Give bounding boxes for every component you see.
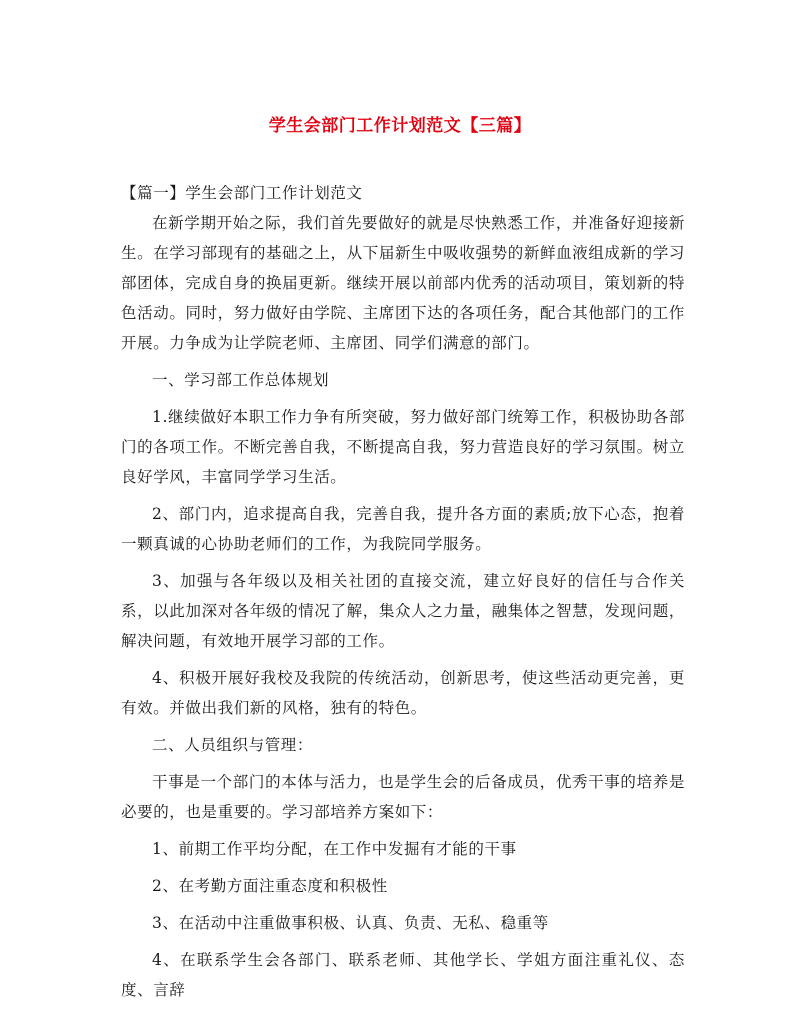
document-title: 学生会部门工作计划范文【三篇】 bbox=[268, 116, 532, 136]
staff-item-2: 2、在考勤方面注重态度和积极性 bbox=[152, 877, 388, 895]
section-heading-overall-plan: 一、学习部工作总体规划 bbox=[152, 371, 330, 389]
staff-item-3: 3、在活动中注重做事积极、认真、负责、无私、稳重等 bbox=[152, 914, 549, 932]
section-heading-part-one: 【篇一】学生会部门工作计划范文 bbox=[121, 184, 363, 202]
staff-paragraph: 干事是一个部门的本体与活力，也是学生会的后备成员，优秀干事的培养是必要的，也是重要的。学习部培养方案如下： bbox=[121, 773, 685, 821]
plan-item-1: 1.继续做好本职工作力争有所突破，努力做好部门统筹工作，积极协助各部门的各项工作。不断完善自我，不断提高自我，努力营造良好的学习氛围。树立良好学风，丰富同学学习生活。 bbox=[121, 408, 685, 486]
document-body bbox=[121, 178, 685, 1005]
plan-item-3: 3、加强与各年级以及相关社团的直接交流，建立好良好的信任与合作关系，以此加深对各年级的情况了解，集众人之力量，融集体之智慧，发现问题，解决问题，有效地开展学习部的工作。 bbox=[121, 572, 685, 650]
plan-item-2: 2、部门内，追求提高自我，完善自我，提升各方面的素质;放下心态，抱着一颗真诚的心协助老师们的工作，为我院同学服务。 bbox=[121, 505, 685, 553]
intro-paragraph: 在新学期开始之际，我们首先要做好的就是尽快熟悉工作，并准备好迎接新生。在学习部现有的基础之上，从下届新生中吸收强势的新鲜血液组成新的学习部团体，完成自身的换届更新。继续开展以前部内优秀的活动项目，策划新的特色活动。同时，努力做好由学院、主席团下达的各项任务，配合其他部门的工作开展。力争成为让学院老师、主席团、同学们满意的部门。 bbox=[121, 214, 685, 352]
staff-item-1: 1、前期工作平均分配，在工作中发掘有才能的干事 bbox=[152, 840, 517, 858]
staff-item-4: 4、在联系学生会各部门、联系老师、其他学长、学姐方面注重礼仪、态度、言辞 bbox=[121, 951, 685, 999]
plan-item-4: 4、积极开展好我校及我院的传统活动，创新思考，使这些活动更完善，更有效。并做出我们新的风格，独有的特色。 bbox=[121, 669, 685, 717]
section-heading-staff-management: 二、人员组织与管理： bbox=[152, 736, 314, 754]
